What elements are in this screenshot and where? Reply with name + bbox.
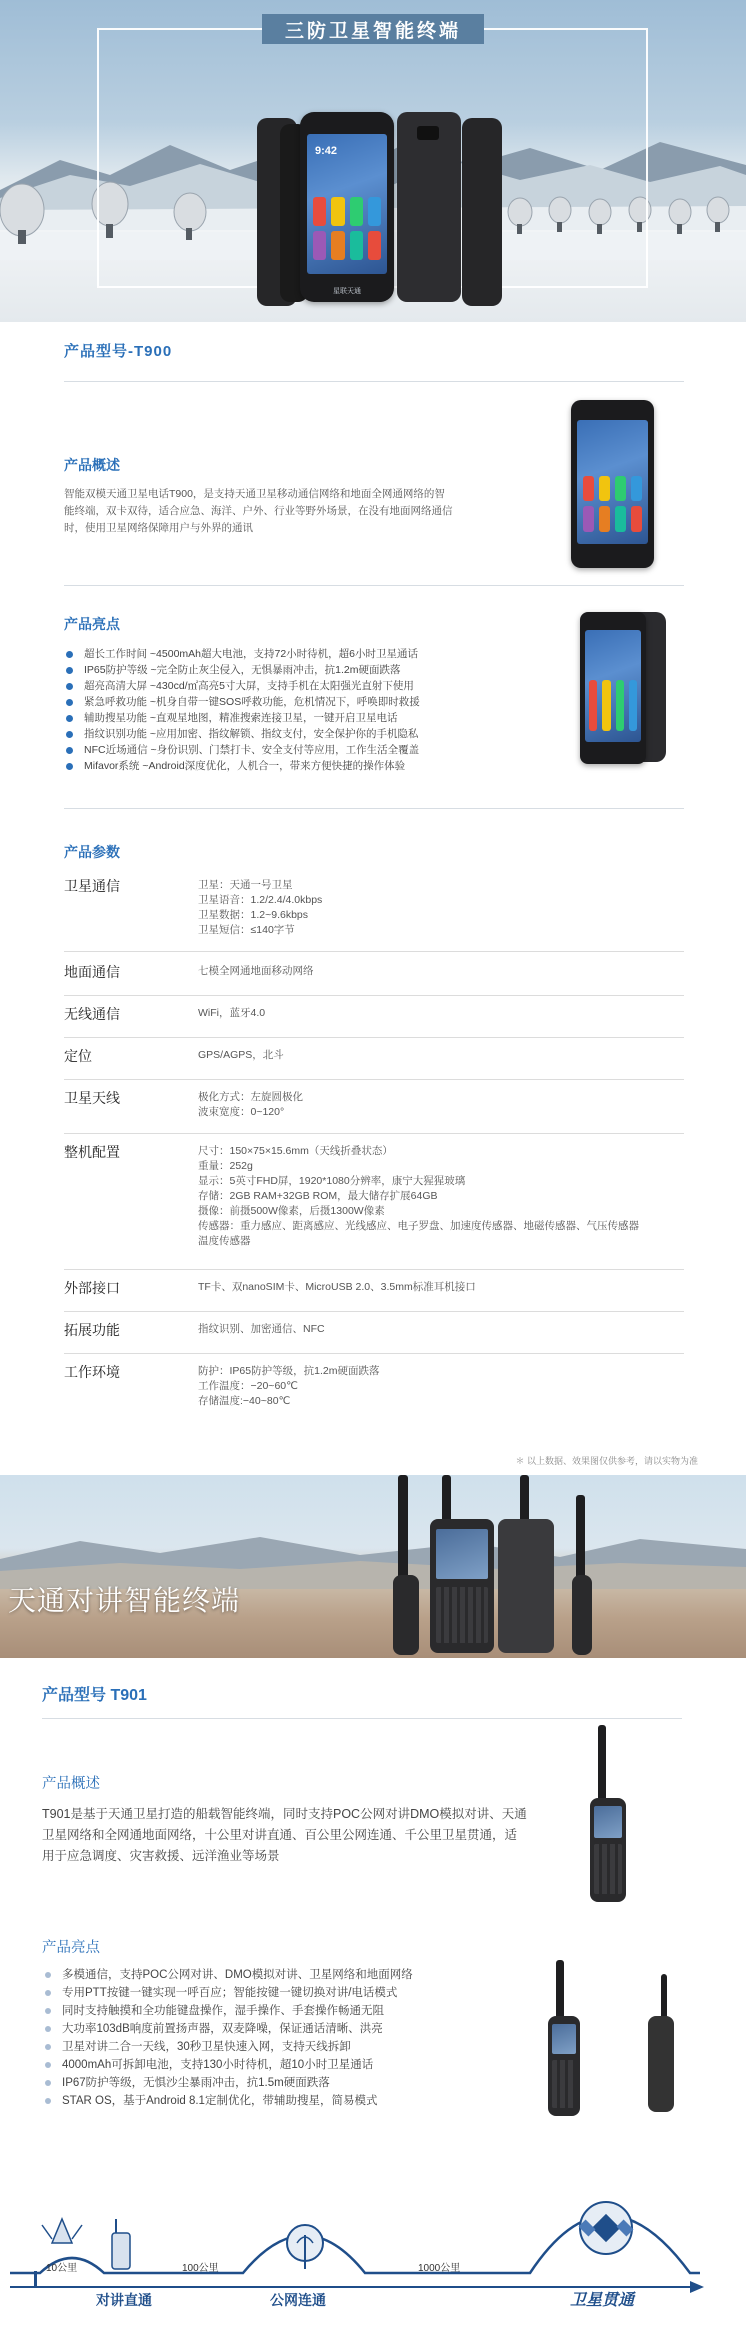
spec-label: 工作环境 — [64, 1364, 120, 1380]
bar-phone-left — [393, 1575, 419, 1655]
spec-value: TF卡、双nanoSIM卡、MicroUSB 2.0、3.5mm标准耳机接口 — [198, 1281, 476, 1293]
highlights-title-t901: 产品亮点 — [42, 1940, 100, 1956]
spec-row — [64, 1088, 684, 1134]
model-title-t901: 产品型号 T901 — [42, 1687, 147, 1704]
bar-phone-right — [572, 1575, 592, 1655]
distance-label-1: 10公里 — [46, 2263, 78, 2274]
list-item: 紧急呼救功能 ~机身自带一键SOS呼救功能，危机情况下，呼唤即时救援 — [64, 694, 544, 710]
distance-label-3: 1000公里 — [418, 2263, 461, 2274]
list-item: IP67防护等级，无惧沙尘暴雨冲击，抗1.5m硬面跌落 — [42, 2074, 522, 2092]
spec-label: 整机配置 — [64, 1144, 120, 1160]
phone-back-t900 — [397, 112, 461, 302]
product-photo-t900-angle — [580, 612, 646, 764]
highlights-title-t900: 产品亮点 — [64, 616, 120, 632]
list-item: 辅助搜星功能 ~直观星地图，精准搜索连接卫星，一键开启卫星电话 — [64, 710, 544, 726]
spec-value: 防护：IP65防护等级，抗1.2m硬面跌落 工作温度：−20~60℃ 存储温度:−40~80℃ — [198, 1365, 380, 1407]
bar-phone-back — [498, 1519, 554, 1653]
overview-text-t901: T901是基于天通卫星打造的船载智能终端，同时支持POC公网对讲DMO模拟对讲、天通卫星网络和全网通地面网络，十公里对讲直通、百公里公网连通、千公里卫星贯通，适用于应急调度、灾害救援、远洋渔业等场景 — [42, 1807, 527, 1863]
list-item: 超长工作时间 ~4500mAh超大电池，支持72小时待机，超6小时卫星通话 — [64, 646, 544, 662]
coverage-label-2: 公网连通 — [270, 2292, 326, 2308]
overview-title-t900: 产品概述 — [64, 457, 120, 473]
spec-label: 拓展功能 — [64, 1322, 120, 1338]
distance-label-2: 100公里 — [182, 2263, 219, 2274]
spec-value: WiFi，蓝牙4.0 — [198, 1007, 266, 1019]
spec-label: 无线通信 — [64, 1006, 120, 1022]
spec-value: GPS/AGPS，北斗 — [198, 1049, 284, 1061]
divider — [64, 808, 684, 809]
spec-row — [64, 962, 684, 996]
spec-row — [64, 1004, 684, 1038]
spec-value: 极化方式：左旋圆极化 波束宽度：0~120° — [198, 1091, 303, 1118]
phone-time: 9:42 — [315, 145, 338, 158]
bar-phone-front — [430, 1519, 494, 1653]
divider — [64, 585, 684, 586]
phone-brand-label: 星联天通 — [333, 288, 361, 295]
model-title-t900: 产品型号-T900 — [64, 343, 173, 360]
list-item: 超亮高清大屏 ~430cd/㎡高亮5寸大屏，支持手机在太阳强光直射下使用 — [64, 678, 544, 694]
spec-label: 定位 — [64, 1048, 92, 1064]
list-item: STAR OS，基于Android 8.1定制优化，带辅助搜星，简易模式 — [42, 2092, 522, 2110]
divider — [64, 381, 684, 382]
spec-row — [64, 1046, 684, 1080]
overview-title-t901: 产品概述 — [42, 1776, 100, 1792]
spec-label: 地面通信 — [64, 964, 120, 980]
spec-value: 七模全网通地面移动网络 — [198, 965, 314, 977]
highlights-list-t900 — [64, 646, 544, 774]
spec-row — [64, 876, 684, 952]
hero-title-t901: 天通对讲智能终端 — [8, 1585, 241, 1616]
list-item: 卫星对讲二合一天线，30秒卫星快速入网，支持天线拆卸 — [42, 2038, 522, 2056]
spec-row — [64, 1320, 684, 1354]
list-item: 4000mAh可拆卸电池，支持130小时待机，超10小时卫星通话 — [42, 2056, 522, 2074]
product-photo-t901-front — [548, 2016, 580, 2116]
camera-module — [417, 126, 439, 140]
disclaimer-note: ＊ 以上数据、效果图仅供参考，请以实物为准 — [515, 1456, 698, 1466]
highlights-list-t901 — [42, 1966, 522, 2110]
coverage-label-1: 对讲直通 — [96, 2292, 152, 2308]
phone-front-t900 — [300, 112, 394, 302]
spec-value: 指纹识别、加密通信、NFC — [198, 1323, 325, 1335]
spec-value: 尺寸：150×75×15.6mm（天线折叠状态） 重量：252g 显示：5英寸FHD屏，1920*1080分辨率，康宁大猩猩玻璃 存储：2GB RAM+32GB ROM，最大储存扩展64GB 摄像：前摄500W像素，后摄1300W像素 传感器：重力感应、距离感应、光线感应、电子罗盘、加速度传感器、地磁传感器、气压传感器 温度传感器 — [198, 1145, 639, 1247]
spec-table-t900 — [64, 876, 684, 1407]
hero-banner-t900 — [0, 0, 746, 322]
spec-row — [64, 1278, 684, 1312]
list-item: 指纹识别功能 ~应用加密、指纹解锁、指纹支付，安全保护你的手机隐私 — [64, 726, 544, 742]
specs-title-t900: 产品参数 — [64, 844, 120, 860]
hero-title-box — [262, 14, 484, 44]
list-item: IP65防护等级 ~完全防止灰尘侵入，无惧暴雨冲击，抗1.2m硬面跌落 — [64, 662, 544, 678]
product-photo-t900-front — [571, 400, 654, 568]
spec-row — [64, 1362, 684, 1432]
spec-label: 卫星通信 — [64, 878, 120, 894]
spec-label: 卫星天线 — [64, 1090, 120, 1106]
list-item: Mifavor系统 ~Android深度优化，人机合一，带来方便快捷的操作体验 — [64, 758, 544, 774]
list-item: NFC近场通信 ~身份识别、门禁打卡、安全支付等应用，工作生活全覆盖 — [64, 742, 544, 758]
list-item: 专用PTT按键一键实现一呼百应；智能按键一键切换对讲/电话模式 — [42, 1984, 522, 2002]
hero-banner-t901 — [0, 1475, 746, 1658]
spec-label: 外部接口 — [64, 1280, 120, 1296]
phone-side-right — [462, 118, 502, 306]
product-photo-t901 — [590, 1798, 626, 1902]
spec-row — [64, 1142, 684, 1270]
list-item: 多模通信，支持POC公网对讲、DMO模拟对讲、卫星网络和地面网络 — [42, 1966, 522, 1984]
coverage-label-3: 卫星贯通 — [570, 2292, 635, 2309]
spec-value: 卫星：天通一号卫星 卫星语音：1.2/2.4/4.0kbps 卫星数据：1.2~9.6kbps 卫星短信：≤140字节 — [198, 879, 323, 936]
list-item: 大功率103dB响度前置扬声器，双麦降噪，保证通话清晰、洪亮 — [42, 2020, 522, 2038]
hero-title: 三防卫星智能终端 — [284, 20, 461, 42]
product-photo-t901-back — [648, 2016, 674, 2112]
overview-text-t900: 智能双模天通卫星电话T900，是支持天通卫星移动通信网络和地面全网通网络的智能终端，双卡双待，适合应急、海洋、户外、行业等野外场景，在没有地面网络通信时，使用卫星网络保障用户与外界的通讯 — [64, 488, 453, 534]
list-item: 同时支持触摸和全功能键盘操作，湿手操作、手套操作畅通无阻 — [42, 2002, 522, 2020]
divider — [42, 1718, 682, 1719]
